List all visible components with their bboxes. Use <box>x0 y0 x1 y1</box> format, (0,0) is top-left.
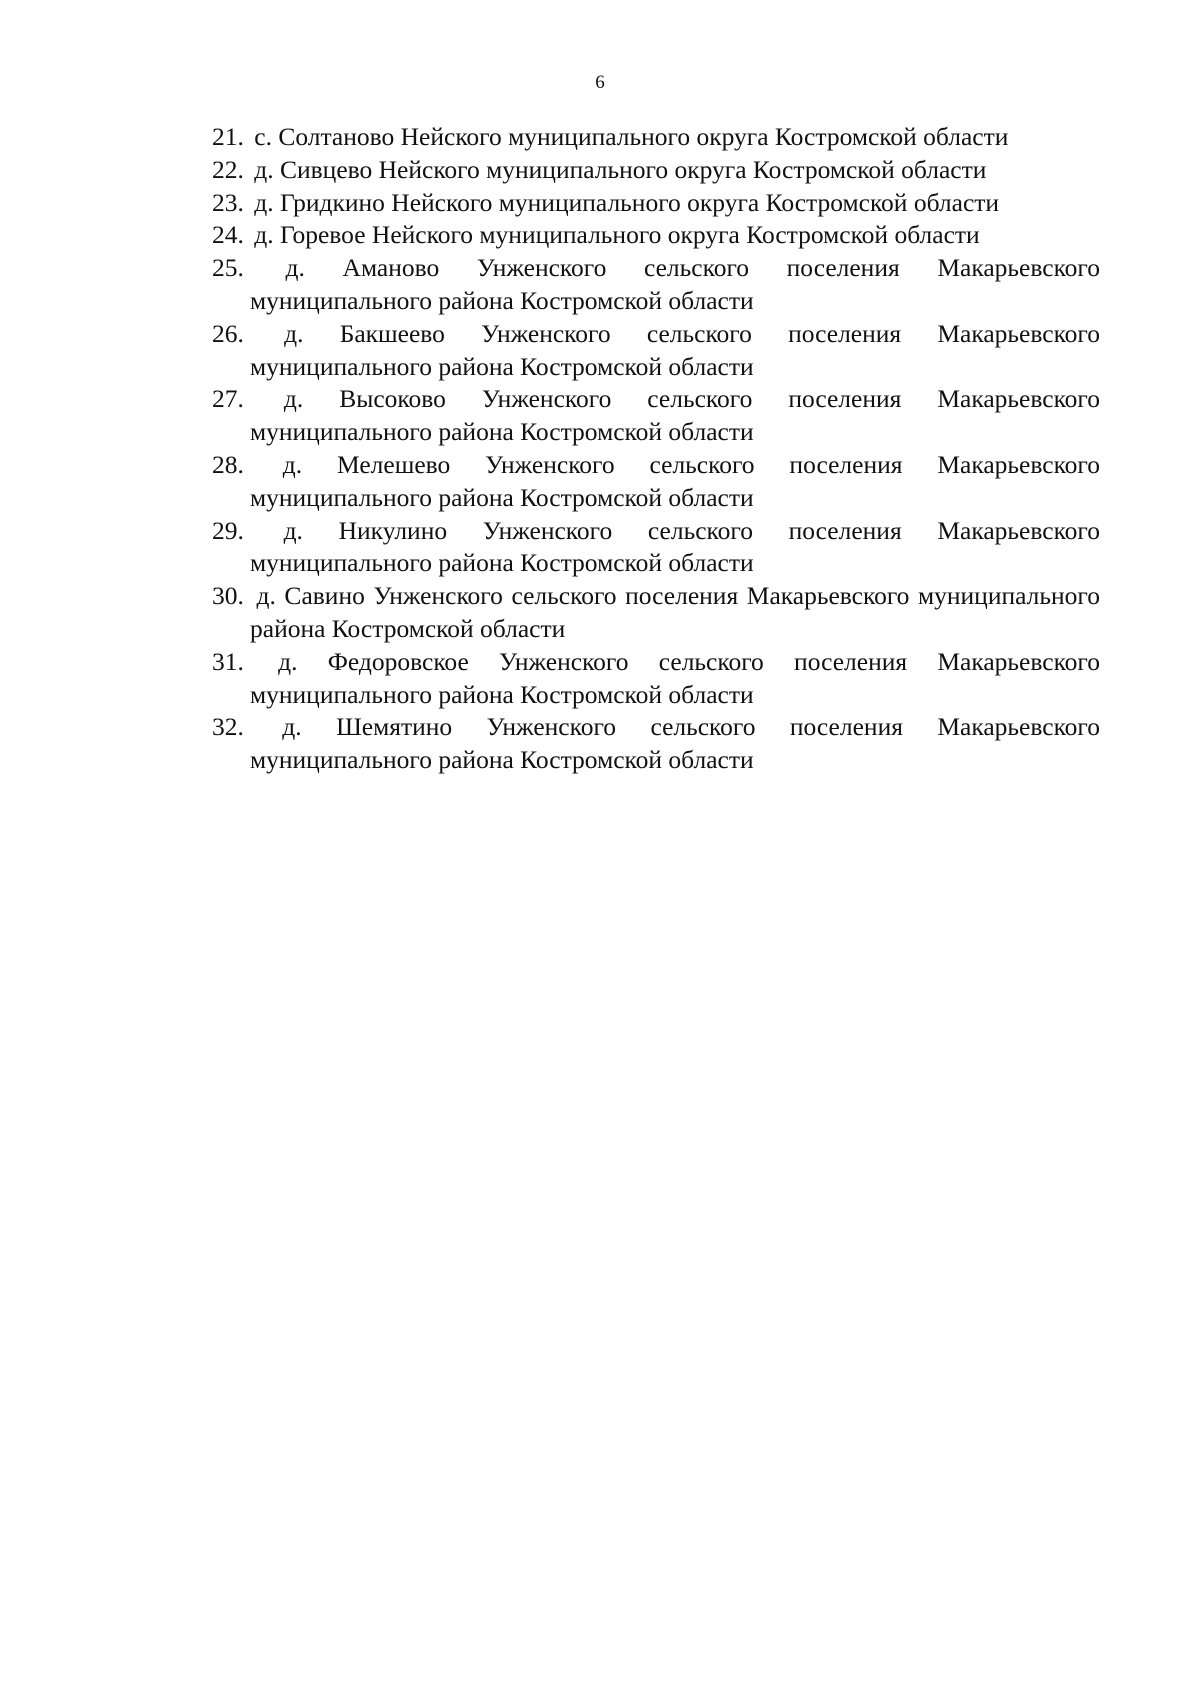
page-number: 6 <box>595 72 605 93</box>
list-item <box>212 187 1100 220</box>
item-number: 24. <box>212 220 244 250</box>
item-text: д. Гридкино Нейского муниципального округа Костромской области <box>254 187 1000 217</box>
item-text: с. Солтаново Нейского муниципального округа Костромской области <box>254 122 1009 151</box>
list-item <box>212 383 1100 449</box>
item-text: д. Мелешево Унженского сельского поселения Макарьевского муниципального района Костромской области <box>250 449 1100 512</box>
item-number: 25. <box>212 253 244 283</box>
item-number: 23. <box>212 187 244 217</box>
list-item <box>212 121 1100 154</box>
item-number: 30. <box>212 581 244 611</box>
item-number: 28. <box>212 449 244 479</box>
list-item <box>212 711 1100 777</box>
list-item <box>212 318 1100 384</box>
item-text: д. Никулино Унженского сельского поселения Макарьевского муниципального района Костромской области <box>250 515 1100 578</box>
list-item <box>212 154 1100 187</box>
list-item <box>212 646 1100 712</box>
item-text: д. Бакшеево Унженского сельского поселения Макарьевского муниципального района Костромской области <box>250 318 1101 381</box>
item-number: 29. <box>212 515 244 545</box>
item-text: д. Сивцево Нейского муниципального округа Костромской области <box>254 154 987 184</box>
item-text: д. Горевое Нейского муниципального округа Костромской области <box>254 220 980 250</box>
list-item <box>212 515 1100 581</box>
item-number: 22. <box>212 154 244 184</box>
list-item <box>212 580 1100 646</box>
list-item <box>212 252 1100 318</box>
item-number: 32. <box>212 712 244 742</box>
item-number: 21. <box>212 122 244 151</box>
item-number: 26. <box>212 318 244 348</box>
item-text: д. Высоково Унженского сельского поселения Макарьевского муниципального района Костромской области <box>250 384 1101 447</box>
item-text: д. Шемятино Унженского сельского поселения Макарьевского муниципального района Костромской области <box>250 712 1100 775</box>
item-number: 31. <box>212 646 244 676</box>
item-text: д. Федоровское Унженского сельского поселения Макарьевского муниципального района Костромской области <box>250 646 1101 709</box>
list-item <box>212 449 1100 515</box>
list-item <box>212 219 1100 252</box>
settlement-list <box>212 121 1100 777</box>
item-number: 27. <box>212 384 244 414</box>
item-text: д. Савино Унженского сельского поселения Макарьевского муниципального района Костромской области <box>250 581 1100 643</box>
item-text: д. Аманово Унженского сельского поселения Макарьевского муниципального района Костромской области <box>250 253 1100 315</box>
